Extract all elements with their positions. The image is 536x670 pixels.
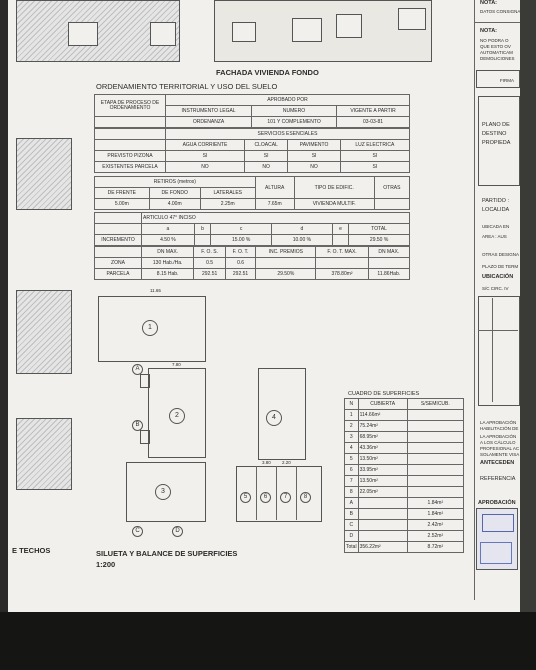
facade-window xyxy=(398,8,426,30)
surfaces-row xyxy=(345,498,464,509)
setbacks-cell: VIVIENDA MULTIF. xyxy=(294,199,374,210)
surfaces-row xyxy=(345,542,464,553)
scale-label: 1:200 xyxy=(96,560,116,569)
surfaces-cell: 1.84m² xyxy=(407,509,463,520)
increments-col: TOTAL xyxy=(349,224,410,235)
aprob2-line: A LOS CÁLCULO xyxy=(480,440,516,445)
surfaces-cell xyxy=(358,531,407,542)
dim-label: 11.65 xyxy=(150,288,161,293)
increments-cell xyxy=(332,235,348,246)
plan-label-5: 5 xyxy=(240,492,251,503)
partido-line: PARTIDO : xyxy=(482,198,509,204)
surfaces-col: CUBIERTA xyxy=(358,399,407,410)
indices-cell: 130 Hab./Ha. xyxy=(142,258,194,269)
silhouette-title: SILUETA Y BALANCE DE SUPERFICIES xyxy=(96,549,238,558)
setbacks-col: DE FRENTE xyxy=(95,188,150,199)
setbacks-col: LATERALES xyxy=(200,188,255,199)
increments-col: c xyxy=(211,224,272,235)
dim-label: 2.20 xyxy=(282,460,291,465)
dim-label: 3.80 xyxy=(262,460,271,465)
panel-divider xyxy=(474,22,520,23)
col-stage: ETAPA DE PROCESO DE ORDENAMIENTO xyxy=(95,95,166,117)
aprob2-line: SOLAMENTE VISA xyxy=(480,452,520,457)
surfaces-cell xyxy=(358,509,407,520)
aprob-line: LA APROBACIÓN xyxy=(480,420,517,425)
col-number: NUMERO xyxy=(252,106,337,117)
surfaces-cell: Total xyxy=(345,542,359,553)
surfaces-row xyxy=(345,487,464,498)
services-col: PAVIMENTO xyxy=(288,140,340,151)
facade-window xyxy=(68,22,98,46)
area-label: AREA : AUS xyxy=(482,234,507,239)
plan-block-4 xyxy=(258,368,306,460)
surfaces-table xyxy=(344,398,464,553)
nota-2-line: QUE ESTO OV xyxy=(480,44,511,49)
increments-cell: 10.00 % xyxy=(272,235,333,246)
indices-cell: 11.86Hab. xyxy=(368,269,409,280)
section-title: ORDENAMIENTO TERRITORIAL Y USO DEL SUELO xyxy=(96,82,278,91)
services-cell: NO xyxy=(244,162,288,173)
background-floor xyxy=(0,612,536,670)
plan-letter-b: B xyxy=(132,420,143,431)
surfaces-cell: 13.50m² xyxy=(358,476,407,487)
setbacks-col: TIPO DE EDIFIC. xyxy=(294,177,374,199)
services-table xyxy=(94,128,410,173)
nota-2-line: AUTOMATICAM xyxy=(480,50,513,55)
services-cell: NO xyxy=(166,162,245,173)
setbacks-col: OTRAS xyxy=(374,177,409,199)
surfaces-row xyxy=(345,454,464,465)
surfaces-cell: 6 xyxy=(345,465,359,476)
services-cell: SI xyxy=(166,151,245,162)
surfaces-cell xyxy=(407,432,463,443)
surfaces-cell xyxy=(358,520,407,531)
nota-1-sub: DATOS CONSIGNA xyxy=(480,9,521,14)
services-cell: SI xyxy=(340,162,409,173)
surfaces-col: N xyxy=(345,399,359,410)
setbacks-cell xyxy=(374,199,409,210)
plan-label-4: 4 xyxy=(266,410,282,426)
val-instrument: ORDENANZA xyxy=(166,117,252,128)
surfaces-cell xyxy=(407,410,463,421)
otras-label: OTRAS DESIGNA xyxy=(482,252,520,257)
increments-article: ARTICULO 47° INCISO xyxy=(142,213,410,224)
map-line xyxy=(492,298,493,402)
plan-letter-a: A xyxy=(132,364,143,375)
circ-label: S/C CIRC. IV xyxy=(482,286,509,291)
surfaces-row xyxy=(345,421,464,432)
surfaces-cell: 2.42m² xyxy=(407,520,463,531)
indices-cell: 29.50% xyxy=(256,269,316,280)
surfaces-cell xyxy=(407,465,463,476)
plan-label-8: 8 xyxy=(300,492,311,503)
increments-col: b xyxy=(194,224,210,235)
services-row-label: EXISTENTES PARCELA xyxy=(95,162,166,173)
col-group: APROBADO POR xyxy=(166,95,410,106)
increments-table xyxy=(94,212,410,246)
plan-letter-a-area xyxy=(140,374,150,388)
surfaces-rows xyxy=(345,410,464,553)
services-cell: SI xyxy=(340,151,409,162)
facade-window xyxy=(336,14,362,38)
increments-col: d xyxy=(272,224,333,235)
surfaces-cell: B xyxy=(345,509,359,520)
surfaces-cell: A xyxy=(345,498,359,509)
surfaces-cell: 43.36m² xyxy=(358,443,407,454)
setbacks-cell: 4.00m xyxy=(149,199,200,210)
surfaces-cell: 2.52m² xyxy=(407,531,463,542)
plano-line: PROPIEDA xyxy=(482,140,511,146)
setbacks-col: ALTURA xyxy=(255,177,294,199)
indices-cell xyxy=(368,258,409,269)
indices-cell: 8.15 Hab. xyxy=(142,269,194,280)
surfaces-cell xyxy=(407,421,463,432)
approval-table xyxy=(94,94,410,128)
increments-cell: 29.50 % xyxy=(349,235,410,246)
stamp-mark xyxy=(482,514,514,532)
plan-label-2: 2 xyxy=(169,408,185,424)
surfaces-cell: 8.72m² xyxy=(407,542,463,553)
surfaces-row xyxy=(345,520,464,531)
surfaces-cell: 33.95m² xyxy=(358,465,407,476)
surfaces-cell xyxy=(407,443,463,454)
antecedentes-label: ANTECEDEN xyxy=(480,460,515,466)
increments-row-label: INCREMENTO xyxy=(95,235,142,246)
plan-letter-d: D xyxy=(172,526,183,537)
roofs-title: E TECHOS xyxy=(12,546,51,555)
increments-col: e xyxy=(332,224,348,235)
indices-table xyxy=(94,246,410,280)
val-valid: 03-03-81 xyxy=(337,117,410,128)
aprob-line: HABILITACIÓN DE xyxy=(480,426,519,431)
plazo-label: PLAZO DE TERM xyxy=(482,264,519,269)
increments-cell: 4.50 % xyxy=(142,235,195,246)
surfaces-cell: 3 xyxy=(345,432,359,443)
setbacks-cell: 7.65m xyxy=(255,199,294,210)
services-header: SERVICIOS ESENCIALES xyxy=(166,129,410,140)
partido-line: LOCALIDA xyxy=(482,207,510,213)
services-cell: SI xyxy=(288,151,340,162)
services-row-label: PREVISTO PIZONA xyxy=(95,151,166,162)
indices-cell: 292.51 xyxy=(225,269,255,280)
surfaces-row xyxy=(345,476,464,487)
surfaces-cell: 356.22m² xyxy=(358,542,407,553)
divider xyxy=(276,466,277,520)
surfaces-cell: 4 xyxy=(345,443,359,454)
roof-plan-1 xyxy=(16,138,72,210)
indices-cell: 0.5 xyxy=(194,258,226,269)
plano-line: PLANO DE xyxy=(482,122,510,128)
indices-col: DN MAX. xyxy=(368,247,409,258)
surfaces-cell: 75.24m² xyxy=(358,421,407,432)
stamp-mark xyxy=(480,542,512,564)
indices-cell: 378.80m² xyxy=(316,269,368,280)
increments-cell xyxy=(194,235,210,246)
setbacks-table xyxy=(94,176,410,210)
plan-label-3: 3 xyxy=(155,484,171,500)
plan-letter-b-area xyxy=(140,430,150,444)
surfaces-col: S/SEMICUB. xyxy=(407,399,463,410)
facade-window xyxy=(292,18,322,42)
surfaces-cell xyxy=(407,476,463,487)
increments-col: a xyxy=(142,224,195,235)
surfaces-row xyxy=(345,432,464,443)
surfaces-row xyxy=(345,410,464,421)
nota-2-line: NO PODRA O xyxy=(480,38,509,43)
ubicacion-label: UBICACIÓN xyxy=(482,274,514,280)
facade-window xyxy=(232,22,256,42)
map-line xyxy=(478,330,518,331)
surfaces-row xyxy=(345,443,464,454)
indices-col: F. O. S. xyxy=(194,247,226,258)
surfaces-cell: 2 xyxy=(345,421,359,432)
facade-window xyxy=(150,22,176,46)
referencias-label: REFERENCIA xyxy=(480,476,516,482)
surfaces-cell: 114.66m² xyxy=(358,410,407,421)
setbacks-col: DE FONDO xyxy=(149,188,200,199)
aprob2-line: LA APROBACIÓN xyxy=(480,434,517,439)
surfaces-row xyxy=(345,509,464,520)
surfaces-cell: 5 xyxy=(345,454,359,465)
val-number: 101 Y COMPLEMENTO xyxy=(252,117,337,128)
services-col: CLOACAL xyxy=(244,140,288,151)
plan-label-7: 7 xyxy=(280,492,291,503)
aprob2-line: PROFESIONAL AC xyxy=(480,446,520,451)
surfaces-cell: 7 xyxy=(345,476,359,487)
increments-cell: 15.00 % xyxy=(211,235,272,246)
indices-row-label: ZONA xyxy=(95,258,142,269)
surfaces-cell: 13.50m² xyxy=(358,454,407,465)
nota-2-line: DEMOLICIONES xyxy=(480,56,515,61)
surfaces-cell: D xyxy=(345,531,359,542)
services-col: AGUA CORRIENTE xyxy=(166,140,245,151)
aprobacion-label: APROBACIÓN xyxy=(478,500,516,506)
roof-plan-2 xyxy=(16,290,72,374)
location-map xyxy=(478,296,520,406)
surfaces-cell: 8 xyxy=(345,487,359,498)
firma-label: FIRMA xyxy=(500,78,514,83)
indices-cell xyxy=(256,258,316,269)
services-col: LUZ ELECTRICA xyxy=(340,140,409,151)
plano-line: DESTINO xyxy=(482,131,507,137)
indices-cell xyxy=(316,258,368,269)
dim-label: 7.80 xyxy=(172,362,181,367)
surfaces-row xyxy=(345,531,464,542)
surfaces-title: CUADRO DE SUPERFICIES xyxy=(348,391,420,397)
ubicada-label: UBICADA EN xyxy=(482,224,510,229)
services-cell: NO xyxy=(288,162,340,173)
roof-plan-3 xyxy=(16,418,72,490)
surfaces-cell xyxy=(407,454,463,465)
background-edge xyxy=(520,0,536,612)
surfaces-cell: 1 xyxy=(345,410,359,421)
panel-border xyxy=(474,0,475,600)
setbacks-cell: 5.00m xyxy=(95,199,150,210)
indices-cell: 0.6 xyxy=(225,258,255,269)
col-valid: VIGENTE A PARTIR xyxy=(337,106,410,117)
indices-col: INC. PREMIOS xyxy=(256,247,316,258)
indices-col: DN MAX. xyxy=(142,247,194,258)
facade-title: FACHADA VIVIENDA FONDO xyxy=(216,68,319,77)
surfaces-cell: 22.05m² xyxy=(358,487,407,498)
surfaces-cell: C xyxy=(345,520,359,531)
indices-row-label: PARCELA xyxy=(95,269,142,280)
indices-col: F. O. T. MAX. xyxy=(316,247,368,258)
divider xyxy=(296,466,297,520)
nota-1: NOTA: xyxy=(480,0,498,6)
col-instrument: INSTRUMENTO LEGAL xyxy=(166,106,252,117)
setbacks-cell: 2.25m xyxy=(200,199,255,210)
plan-label-1: 1 xyxy=(142,320,158,336)
surfaces-cell: 1.84m² xyxy=(407,498,463,509)
services-cell: SI xyxy=(244,151,288,162)
surfaces-cell xyxy=(358,498,407,509)
setbacks-header: RETIROS (metros) xyxy=(95,177,256,188)
indices-col: F. O. T. xyxy=(225,247,255,258)
indices-cell: 292.51 xyxy=(194,269,226,280)
nota-2: NOTA: xyxy=(480,28,498,34)
surfaces-row xyxy=(345,465,464,476)
plan-letter-c: C xyxy=(132,526,143,537)
divider xyxy=(256,466,257,520)
surfaces-cell xyxy=(407,487,463,498)
plan-label-6: 6 xyxy=(260,492,271,503)
surfaces-cell: 68.95m² xyxy=(358,432,407,443)
